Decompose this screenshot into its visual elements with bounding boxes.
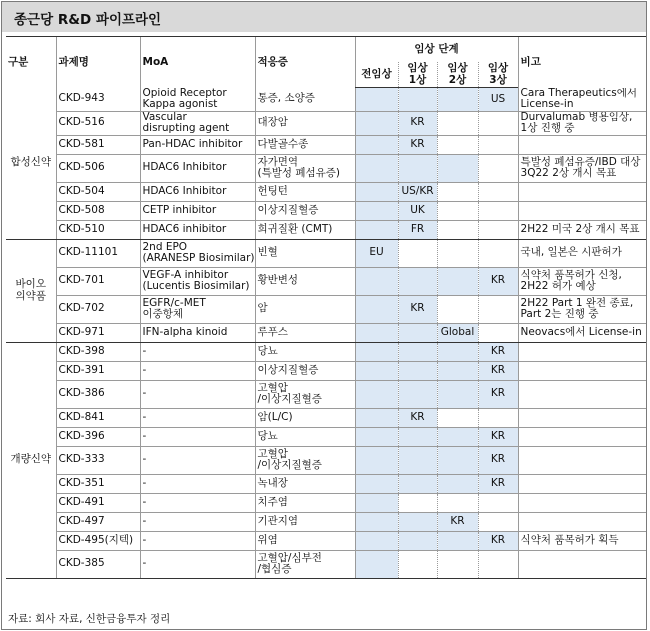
- indication-cell: 헌팅턴: [255, 182, 355, 201]
- project-name: CKD-391: [56, 361, 140, 380]
- phase-cell-2: [437, 380, 478, 408]
- phase-region-label: KR: [450, 514, 465, 527]
- moa-cell: -: [140, 408, 255, 427]
- phase-cell-0: [355, 111, 398, 135]
- indication-cell: 치주염: [255, 493, 355, 512]
- remarks-cell: [518, 427, 646, 446]
- phase-cell-3: [478, 493, 518, 512]
- indication-cell: 암(L/C): [255, 408, 355, 427]
- phase-cell-0: [355, 512, 398, 531]
- remarks-cell: [518, 550, 646, 578]
- table-row: [6, 111, 646, 135]
- indication-cell: 대장암: [255, 111, 355, 135]
- phase-cell-0: [355, 342, 398, 361]
- phase-cell-2: [437, 295, 478, 323]
- group-label: 합성신약: [6, 88, 56, 240]
- phase-cell-1: [398, 493, 437, 512]
- project-name: CKD-351: [56, 474, 140, 493]
- phase-region-label: KR: [490, 387, 506, 400]
- indication-cell: 빈혈: [255, 239, 355, 267]
- project-name: CKD-11101: [56, 239, 140, 267]
- indication-cell: 다발골수종: [255, 135, 355, 154]
- phase-cell-2: [437, 220, 478, 239]
- remarks-cell: 식약처 품목허가 획득: [518, 531, 646, 550]
- phase-cell-0: [355, 427, 398, 446]
- indication-cell: 당뇨: [255, 427, 355, 446]
- header-remarks: 비고: [518, 37, 646, 88]
- table-row: [6, 427, 646, 446]
- project-name: CKD-943: [56, 88, 140, 112]
- remarks-cell: Cara Therapeutics에서 License-in: [518, 88, 646, 112]
- phase-cell-2: [437, 474, 478, 493]
- indication-cell: 위염: [255, 531, 355, 550]
- phase-cell-2: [437, 408, 478, 427]
- phase-region-label: KR: [410, 116, 425, 129]
- phase-cell-2: [437, 135, 478, 154]
- phase-region-label: KR: [410, 137, 425, 150]
- phase-region-label: FR: [410, 222, 425, 235]
- indication-cell: 기관지염: [255, 512, 355, 531]
- phase-cell-3: [478, 267, 518, 295]
- phase-cell-3: [478, 342, 518, 361]
- phase-cell-0: [355, 531, 398, 550]
- remarks-cell: [518, 474, 646, 493]
- table-row: [6, 267, 646, 295]
- moa-cell: HDAC6 Inhibitor: [140, 154, 255, 182]
- project-name: CKD-495(지텍): [56, 531, 140, 550]
- project-name: CKD-497: [56, 512, 140, 531]
- phase-cell-1: [398, 111, 437, 135]
- remarks-cell: 2H22 Part 1 완전 종료, Part 2는 진행 중: [518, 295, 646, 323]
- moa-cell: -: [140, 342, 255, 361]
- phase-cell-2: [437, 323, 478, 342]
- phase-cell-3: [478, 427, 518, 446]
- indication-cell: 고혈압/심부전 /협심증: [255, 550, 355, 578]
- phase-cell-3: [478, 531, 518, 550]
- phase-cell-0: [355, 550, 398, 578]
- phase-cell-1: [398, 512, 437, 531]
- project-name: CKD-581: [56, 135, 140, 154]
- phase-region-label: KR: [490, 363, 506, 376]
- phase-region-label: KR: [490, 453, 506, 466]
- table-row: [6, 474, 646, 493]
- project-name: CKD-516: [56, 111, 140, 135]
- phase-cell-1: [398, 267, 437, 295]
- phase-cell-0: [355, 201, 398, 220]
- moa-cell: 2nd EPO (ARANESP Biosimilar): [140, 239, 255, 267]
- table-row: [6, 88, 646, 112]
- table-row: [6, 361, 646, 380]
- remarks-cell: 식약처 품목허가 신청, 2H22 허가 예상: [518, 267, 646, 295]
- header-phase-group: 임상 단계: [355, 37, 518, 63]
- phase-cell-0: [355, 295, 398, 323]
- moa-cell: IFN-alpha kinoid: [140, 323, 255, 342]
- header-phase-preclinical: [355, 62, 398, 88]
- phase-cell-1: [398, 154, 437, 182]
- phase-cell-2: [437, 88, 478, 112]
- project-name: CKD-504: [56, 182, 140, 201]
- phase-region-label: KR: [490, 476, 506, 489]
- project-name: CKD-385: [56, 550, 140, 578]
- header-phase-2: [437, 62, 478, 88]
- table-row: [6, 201, 646, 220]
- phase-cell-1: [398, 88, 437, 112]
- phase-cell-2: [437, 267, 478, 295]
- phase-cell-0: [355, 267, 398, 295]
- table-row: [6, 408, 646, 427]
- phase-cell-3: [478, 361, 518, 380]
- phase-label: 임상 2상: [447, 62, 468, 86]
- phase-cell-1: [398, 182, 437, 201]
- phase-cell-0: [355, 474, 398, 493]
- phase-cell-3: [478, 111, 518, 135]
- phase-cell-3: [478, 512, 518, 531]
- moa-cell: VEGF-A inhibitor (Lucentis Biosimilar): [140, 267, 255, 295]
- project-name: CKD-506: [56, 154, 140, 182]
- phase-cell-2: [437, 512, 478, 531]
- remarks-cell: 특발성 폐섬유증/IBD 대상 3Q22 2상 개시 목표: [518, 154, 646, 182]
- phase-cell-2: [437, 239, 478, 267]
- phase-cell-2: [437, 361, 478, 380]
- table-row: [6, 380, 646, 408]
- table-row: [6, 135, 646, 154]
- moa-cell: HDAC6 Inhibitor: [140, 182, 255, 201]
- phase-label: 임상 1상: [407, 62, 428, 86]
- indication-cell: 황반변성: [255, 267, 355, 295]
- project-name: CKD-510: [56, 220, 140, 239]
- phase-cell-2: [437, 201, 478, 220]
- moa-cell: -: [140, 512, 255, 531]
- phase-cell-0: [355, 135, 398, 154]
- table-row: [6, 295, 646, 323]
- moa-cell: Pan-HDAC inhibitor: [140, 135, 255, 154]
- moa-cell: EGFR/c-MET 이중항체: [140, 295, 255, 323]
- phase-cell-3: [478, 295, 518, 323]
- remarks-cell: Durvalumab 병용임상, 1상 진행 중: [518, 111, 646, 135]
- phase-cell-3: [478, 239, 518, 267]
- phase-cell-3: [478, 408, 518, 427]
- group-label: 개량신약: [6, 342, 56, 578]
- phase-cell-2: [437, 446, 478, 474]
- project-name: CKD-701: [56, 267, 140, 295]
- phase-cell-2: [437, 154, 478, 182]
- phase-cell-0: [355, 220, 398, 239]
- indication-cell: 고혈압 /이상지질혈증: [255, 380, 355, 408]
- phase-cell-3: [478, 550, 518, 578]
- phase-cell-3: [478, 380, 518, 408]
- phase-cell-0: [355, 493, 398, 512]
- indication-cell: 암: [255, 295, 355, 323]
- project-name: CKD-702: [56, 295, 140, 323]
- phase-cell-2: [437, 111, 478, 135]
- indication-cell: 통증, 소양증: [255, 88, 355, 112]
- phase-cell-1: [398, 342, 437, 361]
- phase-cell-1: [398, 550, 437, 578]
- phase-region-label: US: [490, 92, 506, 105]
- phase-cell-2: [437, 182, 478, 201]
- table-row: [6, 342, 646, 361]
- project-name: CKD-386: [56, 380, 140, 408]
- phase-cell-1: [398, 380, 437, 408]
- phase-region-label: KR: [490, 274, 506, 287]
- indication-cell: 고혈압 /이상지질혈증: [255, 446, 355, 474]
- phase-cell-1: [398, 361, 437, 380]
- table-row: [6, 531, 646, 550]
- indication-cell: 루푸스: [255, 323, 355, 342]
- project-name: CKD-333: [56, 446, 140, 474]
- phase-cell-3: [478, 201, 518, 220]
- phase-cell-0: [355, 408, 398, 427]
- phase-cell-3: [478, 88, 518, 112]
- table-row: [6, 446, 646, 474]
- phase-cell-3: [478, 182, 518, 201]
- indication-cell: 희귀질환 (CMT): [255, 220, 355, 239]
- remarks-cell: [518, 201, 646, 220]
- table-row: [6, 512, 646, 531]
- header-phase-3: [478, 62, 518, 88]
- phase-cell-1: [398, 474, 437, 493]
- remarks-cell: [518, 342, 646, 361]
- phase-cell-0: [355, 154, 398, 182]
- phase-region-label: US/KR: [401, 184, 434, 197]
- phase-cell-3: [478, 154, 518, 182]
- remarks-cell: 2H22 미국 2상 개시 목표: [518, 220, 646, 239]
- pipeline-table: [6, 36, 646, 579]
- phase-cell-2: [437, 342, 478, 361]
- table-row: [6, 182, 646, 201]
- remarks-cell: Neovacs에서 License-in: [518, 323, 646, 342]
- phase-cell-1: [398, 408, 437, 427]
- phase-region-label: UK: [410, 203, 425, 216]
- phase-cell-1: [398, 531, 437, 550]
- remarks-cell: [518, 512, 646, 531]
- phase-region-label: EU: [369, 246, 384, 259]
- project-name: CKD-491: [56, 493, 140, 512]
- phase-cell-3: [478, 446, 518, 474]
- header-project: 과제명: [56, 37, 140, 88]
- phase-cell-1: [398, 220, 437, 239]
- phase-cell-2: [437, 550, 478, 578]
- phase-cell-1: [398, 323, 437, 342]
- project-name: CKD-396: [56, 427, 140, 446]
- indication-cell: 이상지질혈증: [255, 201, 355, 220]
- phase-cell-1: [398, 239, 437, 267]
- indication-cell: 자가면역 (특발성 폐섬유증): [255, 154, 355, 182]
- project-name: CKD-508: [56, 201, 140, 220]
- moa-cell: -: [140, 531, 255, 550]
- moa-cell: -: [140, 446, 255, 474]
- remarks-cell: [518, 380, 646, 408]
- phase-cell-2: [437, 427, 478, 446]
- moa-cell: -: [140, 380, 255, 408]
- phase-cell-2: [437, 531, 478, 550]
- phase-cell-1: [398, 446, 437, 474]
- phase-cell-2: [437, 493, 478, 512]
- phase-cell-0: [355, 239, 398, 267]
- moa-cell: -: [140, 493, 255, 512]
- phase-cell-0: [355, 88, 398, 112]
- project-name: CKD-841: [56, 408, 140, 427]
- table-row: [6, 493, 646, 512]
- phase-cell-3: [478, 135, 518, 154]
- moa-cell: -: [140, 427, 255, 446]
- phase-cell-0: [355, 380, 398, 408]
- phase-cell-1: [398, 427, 437, 446]
- indication-cell: 당뇨: [255, 342, 355, 361]
- phase-region-label: KR: [490, 429, 506, 442]
- header-phase-1: [398, 62, 437, 88]
- phase-cell-0: [355, 182, 398, 201]
- phase-cell-0: [355, 323, 398, 342]
- phase-cell-3: [478, 220, 518, 239]
- phase-cell-1: [398, 295, 437, 323]
- remarks-cell: [518, 446, 646, 474]
- remarks-cell: 국내, 일본은 시판허가: [518, 239, 646, 267]
- phase-region-label: KR: [410, 302, 425, 315]
- phase-cell-1: [398, 135, 437, 154]
- table-row: [6, 154, 646, 182]
- moa-cell: Opioid Receptor Kappa agonist: [140, 88, 255, 112]
- remarks-cell: [518, 493, 646, 512]
- moa-cell: -: [140, 361, 255, 380]
- group-label: 바이오 의약품: [6, 239, 56, 342]
- title-bar: [2, 2, 646, 32]
- phase-label: 임상 3상: [487, 62, 509, 86]
- moa-cell: -: [140, 474, 255, 493]
- table-row: [6, 239, 646, 267]
- moa-cell: HDAC6 inhibitor: [140, 220, 255, 239]
- indication-cell: 녹내장: [255, 474, 355, 493]
- phase-cell-3: [478, 474, 518, 493]
- phase-cell-1: [398, 201, 437, 220]
- moa-cell: CETP inhibitor: [140, 201, 255, 220]
- table-row: [6, 323, 646, 342]
- phase-cell-0: [355, 361, 398, 380]
- source-note: 자료: 회사 자료, 신한금융투자 정리: [8, 613, 171, 625]
- phase-region-label: KR: [490, 344, 506, 357]
- phase-region-label: KR: [410, 410, 425, 423]
- remarks-cell: [518, 182, 646, 201]
- header-indication: 적응증: [255, 37, 355, 88]
- indication-cell: 이상지질혈증: [255, 361, 355, 380]
- pipeline-rows: [6, 88, 646, 579]
- phase-cell-3: [478, 323, 518, 342]
- project-name: CKD-971: [56, 323, 140, 342]
- project-name: CKD-398: [56, 342, 140, 361]
- header-category: 구분: [6, 37, 56, 88]
- phase-label: 전임상: [361, 67, 392, 80]
- phase-region-label: Global: [440, 325, 475, 338]
- table-row: [6, 220, 646, 239]
- table-row: [6, 550, 646, 578]
- moa-cell: Vascular disrupting agent: [140, 111, 255, 135]
- header-moa: MoA: [140, 37, 255, 88]
- moa-cell: -: [140, 550, 255, 578]
- remarks-cell: [518, 408, 646, 427]
- remarks-cell: [518, 361, 646, 380]
- phase-cell-0: [355, 446, 398, 474]
- table-title: 종근당 R&D 파이프라인: [14, 12, 162, 28]
- remarks-cell: [518, 135, 646, 154]
- phase-region-label: KR: [490, 533, 506, 546]
